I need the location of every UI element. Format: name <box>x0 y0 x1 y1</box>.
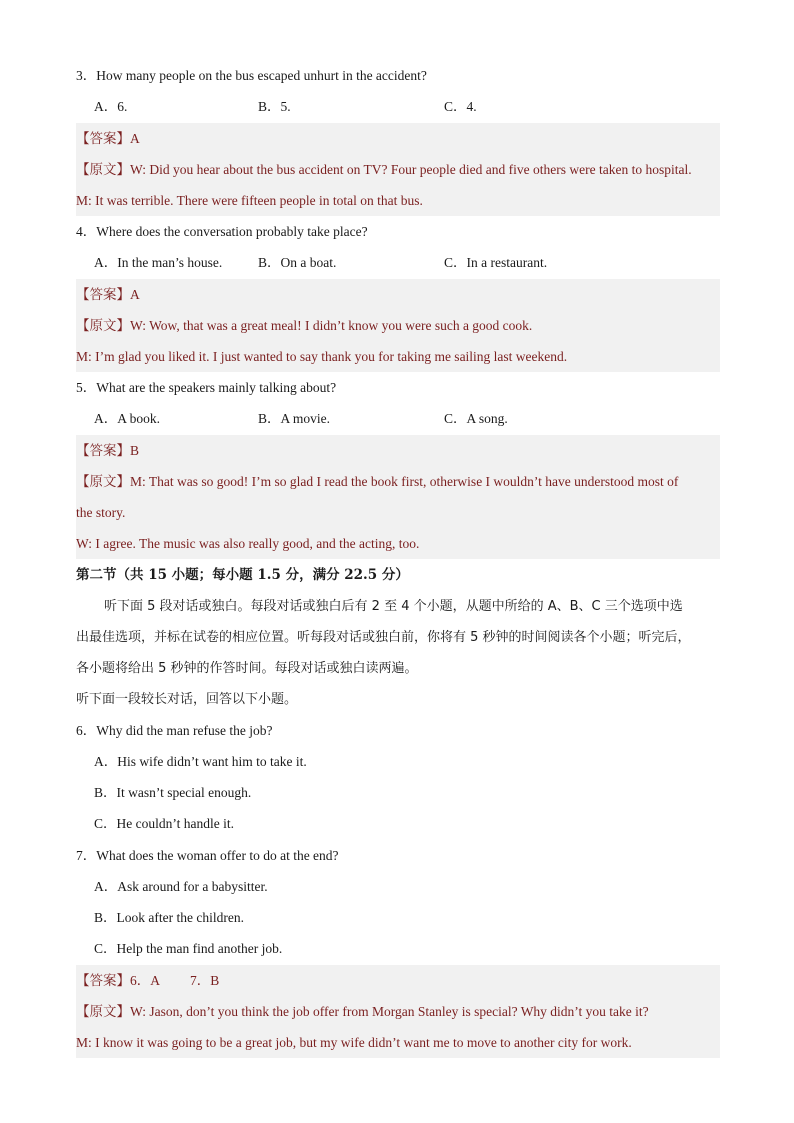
q6-7-answer <box>76 965 720 996</box>
q7-option-a: A．Ask around for a babysitter. <box>94 879 268 894</box>
script-text: W: Did you hear about the bus accident on TV? Four people died and five others were taken to hospital. <box>130 162 692 177</box>
answer-7-value: 7．B <box>190 973 220 988</box>
q6-option-a: A．His wife didn’t want him to take it. <box>94 754 307 769</box>
script-text: M: That was so good! I’m so glad I read the book first, otherwise I wouldn’t have understood most of <box>130 474 679 489</box>
q5-script-line-1 <box>76 466 720 497</box>
answer-tag: 【答案】 <box>76 287 130 302</box>
script-tag: 【原文】 <box>76 474 130 489</box>
script-text: W: Wow, that was a great meal! I didn’t know you were such a good cook. <box>130 318 533 333</box>
q6-7-script-line-1 <box>76 996 720 1027</box>
script-tag: 【原文】 <box>76 318 130 333</box>
section-2-instruction-line-1: 听下面 5 段对话或独白。每段对话或独白后有 2 至 4 个小题，从题中所给的 A、B、C 三个选项中选 <box>104 599 683 614</box>
question-6: 6．Why did the man refuse the job? <box>76 723 273 738</box>
section-2-instruction-line-2: 出最佳选项，并标在试卷的相应位置。听每段对话或独白前，你将有 5 秒钟的时间阅读各个小题；听完后， <box>76 630 691 645</box>
answer-tag: 【答案】 <box>76 131 130 146</box>
q4-script-line-2: M: I’m glad you liked it. I just wanted to say thank you for taking me sailing last weekend. <box>76 341 720 372</box>
section-2-sub-instruction: 听下面一段较长对话，回答以下小题。 <box>76 692 298 707</box>
q5-option-b: B．A movie. <box>258 411 331 426</box>
q4-option-a: A．In the man’s house. <box>94 255 223 270</box>
answer-value: B <box>130 443 140 458</box>
q4-option-c: C．In a restaurant. <box>444 255 548 270</box>
question-4-options <box>94 247 738 278</box>
q3-option-b: B．5. <box>258 99 291 114</box>
q5-script-line-3: W: I agree. The music was also really good, and the acting, too. <box>76 528 720 559</box>
question-3: 3．How many people on the bus escaped unhurt in the accident? <box>76 68 427 83</box>
q7-option-c: C．Help the man find another job. <box>94 941 283 956</box>
q3-option-c: C．4. <box>444 99 477 114</box>
script-tag: 【原文】 <box>76 1004 130 1019</box>
q5-script-line-2: the story. <box>76 497 720 528</box>
question-5-options <box>94 403 738 434</box>
question-5: 5．What are the speakers mainly talking about? <box>76 380 337 395</box>
q6-7-script-line-2: M: I know it was going to be a great job, but my wife didn’t want me to move to another city for work. <box>76 1027 720 1058</box>
question-4: 4．Where does the conversation probably take place? <box>76 224 368 239</box>
q4-answer <box>76 279 720 310</box>
q3-option-a: A．6. <box>94 99 128 114</box>
q7-option-b: B．Look after the children. <box>94 910 244 925</box>
answer-value: A <box>130 131 140 146</box>
q6-option-c: C．He couldn’t handle it. <box>94 816 234 831</box>
script-tag: 【原文】 <box>76 162 130 177</box>
q6-option-b: B．It wasn’t special enough. <box>94 785 252 800</box>
answer-value: A <box>130 287 140 302</box>
q5-option-a: A．A book. <box>94 411 161 426</box>
q5-answer <box>76 435 720 466</box>
answer-tag: 【答案】 <box>76 443 130 458</box>
question-7: 7．What does the woman offer to do at the end? <box>76 848 339 863</box>
answer-6-value: 6．A <box>130 973 160 988</box>
answer-tag: 【答案】 <box>76 973 130 988</box>
section-2-instruction-line-3: 各小题将给出 5 秒钟的作答时间。每段对话或独白读两遍。 <box>76 661 418 676</box>
q3-answer <box>76 123 720 154</box>
q5-option-c: C．A song. <box>444 411 508 426</box>
q3-script-line-2: M: It was terrible. There were fifteen people in total on that bus. <box>76 185 720 216</box>
script-text: W: Jason, don’t you think the job offer from Morgan Stanley is special? Why didn’t you take it? <box>130 1004 649 1019</box>
q4-option-b: B．On a boat. <box>258 255 337 270</box>
q4-script-line-1 <box>76 310 720 341</box>
question-3-options <box>94 91 738 122</box>
q3-script-line-1 <box>76 154 720 185</box>
section-2-heading: 第二节（共 15 小题；每小题 1.5 分，满分 22.5 分） <box>76 567 409 583</box>
